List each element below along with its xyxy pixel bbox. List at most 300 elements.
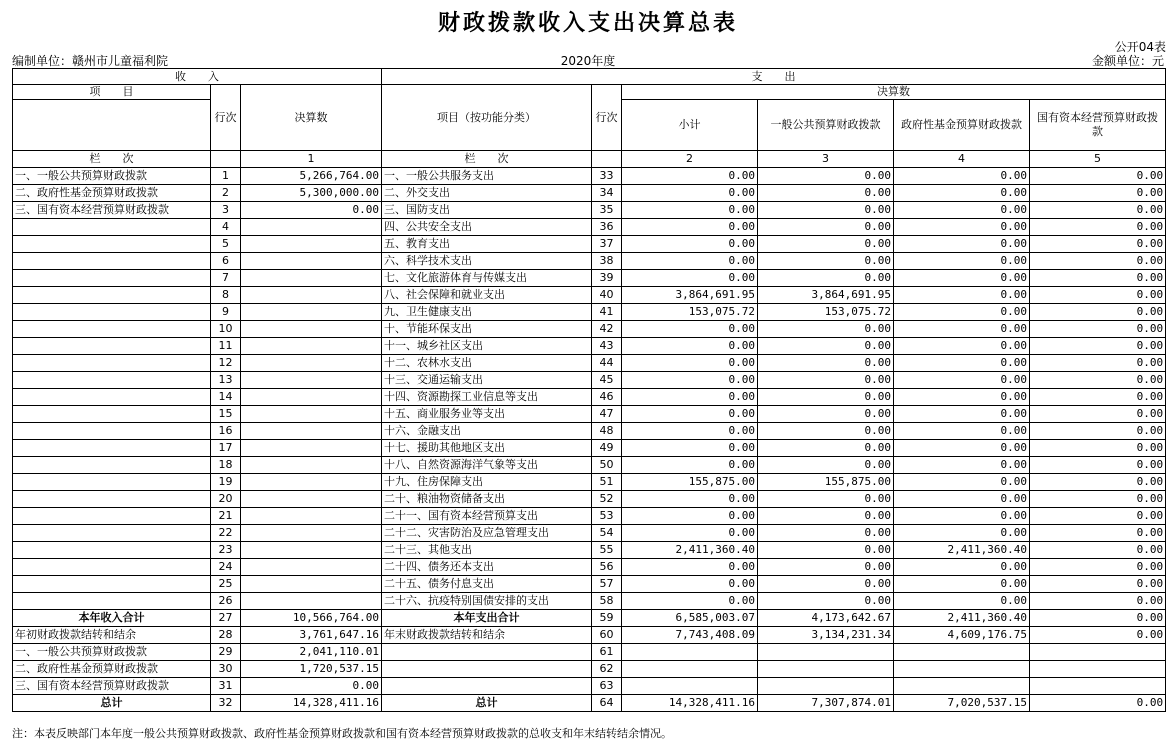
expense-row-no: 62 [592, 661, 622, 678]
expense-fund-budget: 0.00 [894, 440, 1030, 457]
expense-fund-budget: 0.00 [894, 168, 1030, 185]
income-item [13, 457, 211, 474]
expense-state-capital: 0.00 [1030, 219, 1166, 236]
income-item [13, 406, 211, 423]
expense-general-budget: 0.00 [758, 236, 894, 253]
income-item [13, 525, 211, 542]
table-row [13, 338, 1166, 355]
expense-item: 十九、住房保障支出 [382, 474, 592, 491]
expense-state-capital: 0.00 [1030, 355, 1166, 372]
expense-fund-budget: 2,411,360.40 [894, 610, 1030, 627]
expense-fund-budget: 0.00 [894, 576, 1030, 593]
income-row-no: 17 [211, 440, 241, 457]
state-capital-header: 国有资本经营预算财政拨款 [1030, 100, 1166, 151]
expense-item [382, 678, 592, 695]
column-blank [211, 151, 241, 168]
income-amount [241, 576, 382, 593]
expense-subtotal [622, 661, 758, 678]
expense-row-no: 34 [592, 185, 622, 202]
income-item [13, 304, 211, 321]
expense-row-no: 53 [592, 508, 622, 525]
table-row [13, 457, 1166, 474]
income-row-no: 16 [211, 423, 241, 440]
income-item [13, 542, 211, 559]
income-item [13, 559, 211, 576]
income-amount [241, 525, 382, 542]
income-amount: 10,566,764.00 [241, 610, 382, 627]
income-item [13, 219, 211, 236]
income-item: 一、一般公共预算财政拨款 [13, 168, 211, 185]
income-item [13, 440, 211, 457]
expense-fund-budget [894, 661, 1030, 678]
expense-subtotal: 0.00 [622, 508, 758, 525]
income-item [13, 491, 211, 508]
expense-row-no: 45 [592, 372, 622, 389]
expense-item [382, 661, 592, 678]
expense-fund-budget: 0.00 [894, 508, 1030, 525]
expense-general-budget: 0.00 [758, 168, 894, 185]
expense-subtotal: 0.00 [622, 576, 758, 593]
table-row [13, 219, 1166, 236]
expense-state-capital: 0.00 [1030, 457, 1166, 474]
expense-general-budget [758, 644, 894, 661]
expense-subtotal: 0.00 [622, 593, 758, 610]
expense-general-budget: 0.00 [758, 338, 894, 355]
income-amount [241, 423, 382, 440]
expense-state-capital: 0.00 [1030, 576, 1166, 593]
income-row-no: 18 [211, 457, 241, 474]
column-3: 3 [758, 151, 894, 168]
expense-subtotal [622, 678, 758, 695]
expense-fund-budget: 0.00 [894, 270, 1030, 287]
expense-row-no: 33 [592, 168, 622, 185]
income-amount [241, 304, 382, 321]
expense-general-budget: 0.00 [758, 576, 894, 593]
expense-item: 十二、农林水支出 [382, 355, 592, 372]
income-row-no: 29 [211, 644, 241, 661]
fiscal-year: 2020年度 [560, 54, 616, 68]
general-budget-header: 一般公共预算财政拨款 [758, 100, 894, 151]
expense-fund-budget: 0.00 [894, 389, 1030, 406]
income-row-no: 7 [211, 270, 241, 287]
expense-general-budget: 0.00 [758, 253, 894, 270]
budget-table [12, 68, 1166, 712]
expense-item: 二十六、抗疫特别国债安排的支出 [382, 593, 592, 610]
expense-item: 十七、援助其他地区支出 [382, 440, 592, 457]
expense-fund-budget: 4,609,176.75 [894, 627, 1030, 644]
expense-item: 十三、交通运输支出 [382, 372, 592, 389]
column-label-expense: 栏 次 [382, 151, 592, 168]
table-row [13, 678, 1166, 695]
expense-fund-budget: 2,411,360.40 [894, 542, 1030, 559]
expense-subtotal: 0.00 [622, 559, 758, 576]
income-amount: 1,720,537.15 [241, 661, 382, 678]
expense-state-capital: 0.00 [1030, 491, 1166, 508]
expense-state-capital: 0.00 [1030, 338, 1166, 355]
meta-row [12, 52, 1164, 68]
income-row-no: 5 [211, 236, 241, 253]
expense-general-budget: 0.00 [758, 219, 894, 236]
expense-item: 七、文化旅游体育与传媒支出 [382, 270, 592, 287]
expense-row-no: 39 [592, 270, 622, 287]
income-item [13, 355, 211, 372]
income-item: 三、国有资本经营预算财政拨款 [13, 202, 211, 219]
income-amount [241, 508, 382, 525]
income-item [13, 593, 211, 610]
table-row [13, 304, 1166, 321]
income-item [13, 372, 211, 389]
expense-general-budget [758, 678, 894, 695]
expense-subtotal: 0.00 [622, 338, 758, 355]
income-amount [241, 338, 382, 355]
expense-general-budget: 0.00 [758, 542, 894, 559]
income-row-no: 14 [211, 389, 241, 406]
expense-row-no: 36 [592, 219, 622, 236]
expense-fund-budget: 0.00 [894, 457, 1030, 474]
expense-state-capital: 0.00 [1030, 593, 1166, 610]
expense-fund-budget: 0.00 [894, 202, 1030, 219]
income-row-no: 8 [211, 287, 241, 304]
income-amount: 3,761,647.16 [241, 627, 382, 644]
expense-general-budget: 0.00 [758, 593, 894, 610]
income-item: 三、国有资本经营预算财政拨款 [13, 678, 211, 695]
expense-item: 本年支出合计 [382, 610, 592, 627]
column-5: 5 [1030, 151, 1166, 168]
table-row [13, 168, 1166, 185]
income-item [13, 508, 211, 525]
income-row-no: 19 [211, 474, 241, 491]
expense-subtotal: 155,875.00 [622, 474, 758, 491]
expense-state-capital: 0.00 [1030, 440, 1166, 457]
expense-row-no: 38 [592, 253, 622, 270]
table-row [13, 474, 1166, 491]
expense-general-budget [758, 661, 894, 678]
expense-row-no: 60 [592, 627, 622, 644]
income-amount: 5,300,000.00 [241, 185, 382, 202]
expense-item: 二十四、债务还本支出 [382, 559, 592, 576]
expense-row-no: 61 [592, 644, 622, 661]
table-row [13, 491, 1166, 508]
column-2: 2 [622, 151, 758, 168]
income-row-no: 20 [211, 491, 241, 508]
expense-row-no: 49 [592, 440, 622, 457]
income-amount: 14,328,411.16 [241, 695, 382, 712]
expense-fund-budget: 0.00 [894, 287, 1030, 304]
expense-item: 十五、商业服务业等支出 [382, 406, 592, 423]
item-header: 项 目 [13, 85, 211, 100]
table-row [13, 525, 1166, 542]
expense-general-budget: 0.00 [758, 202, 894, 219]
income-amount [241, 355, 382, 372]
expense-row-no: 55 [592, 542, 622, 559]
expense-row-no-header: 行次 [592, 85, 622, 151]
income-row-no: 9 [211, 304, 241, 321]
page-title: 财政拨款收入支出决算总表 [437, 11, 738, 36]
expense-row-no: 43 [592, 338, 622, 355]
expense-item: 二十五、债务付息支出 [382, 576, 592, 593]
expense-item: 二十三、其他支出 [382, 542, 592, 559]
income-item: 二、政府性基金预算财政拨款 [13, 661, 211, 678]
expense-fund-budget [894, 644, 1030, 661]
expense-state-capital: 0.00 [1030, 372, 1166, 389]
expense-subtotal: 0.00 [622, 236, 758, 253]
income-item [13, 253, 211, 270]
expense-state-capital: 0.00 [1030, 406, 1166, 423]
table-row [13, 695, 1166, 712]
expense-general-budget: 0.00 [758, 440, 894, 457]
expense-general-budget: 7,307,874.01 [758, 695, 894, 712]
column-4: 4 [894, 151, 1030, 168]
expense-row-no: 35 [592, 202, 622, 219]
expense-general-budget: 0.00 [758, 389, 894, 406]
expense-item: 二十、粮油物资储备支出 [382, 491, 592, 508]
expense-state-capital: 0.00 [1030, 508, 1166, 525]
expense-fund-budget [894, 678, 1030, 695]
income-row-no: 3 [211, 202, 241, 219]
income-item [13, 321, 211, 338]
expense-general-budget: 3,134,231.34 [758, 627, 894, 644]
income-item: 本年收入合计 [13, 610, 211, 627]
expense-row-no: 40 [592, 287, 622, 304]
expense-subtotal: 0.00 [622, 372, 758, 389]
expense-row-no: 52 [592, 491, 622, 508]
income-row-no: 30 [211, 661, 241, 678]
income-item [13, 576, 211, 593]
income-amount [241, 542, 382, 559]
expense-state-capital: 0.00 [1030, 236, 1166, 253]
table-row [13, 321, 1166, 338]
expense-row-no: 48 [592, 423, 622, 440]
expense-general-budget: 4,173,642.67 [758, 610, 894, 627]
expense-row-no: 50 [592, 457, 622, 474]
expense-subtotal: 0.00 [622, 406, 758, 423]
income-row-no: 13 [211, 372, 241, 389]
reporting-unit: 编制单位：赣州市儿童福利院 [12, 54, 169, 68]
income-amount [241, 406, 382, 423]
expense-fund-budget: 0.00 [894, 338, 1030, 355]
income-amount [241, 236, 382, 253]
expense-item: 十四、资源勘探工业信息等支出 [382, 389, 592, 406]
income-row-no: 28 [211, 627, 241, 644]
income-amount: 0.00 [241, 202, 382, 219]
expense-state-capital [1030, 644, 1166, 661]
table-row [13, 644, 1166, 661]
expense-item: 五、教育支出 [382, 236, 592, 253]
expense-item: 十八、自然资源海洋气象等支出 [382, 457, 592, 474]
final-amount-group-header: 决算数 [622, 85, 1166, 100]
expense-subtotal: 14,328,411.16 [622, 695, 758, 712]
expense-fund-budget: 0.00 [894, 185, 1030, 202]
income-row-no: 27 [211, 610, 241, 627]
expense-subtotal: 0.00 [622, 253, 758, 270]
income-row-no: 2 [211, 185, 241, 202]
expense-fund-budget: 7,020,537.15 [894, 695, 1030, 712]
expense-item [382, 644, 592, 661]
income-item: 一、一般公共预算财政拨款 [13, 644, 211, 661]
income-amount [241, 440, 382, 457]
income-item [13, 270, 211, 287]
expense-general-budget: 0.00 [758, 270, 894, 287]
expense-row-no: 59 [592, 610, 622, 627]
expense-fund-budget: 0.00 [894, 423, 1030, 440]
table-row [13, 627, 1166, 644]
expense-state-capital [1030, 678, 1166, 695]
expense-state-capital: 0.00 [1030, 423, 1166, 440]
income-item: 总计 [13, 695, 211, 712]
expense-general-budget: 0.00 [758, 185, 894, 202]
expense-fund-budget: 0.00 [894, 372, 1030, 389]
expense-fund-budget: 0.00 [894, 304, 1030, 321]
expense-subtotal: 2,411,360.40 [622, 542, 758, 559]
expense-subtotal: 0.00 [622, 321, 758, 338]
expense-subtotal: 0.00 [622, 423, 758, 440]
expense-row-no: 58 [592, 593, 622, 610]
expense-general-budget: 0.00 [758, 457, 894, 474]
income-amount [241, 593, 382, 610]
expense-subtotal: 153,075.72 [622, 304, 758, 321]
expense-item: 十一、城乡社区支出 [382, 338, 592, 355]
expense-row-no: 37 [592, 236, 622, 253]
income-row-no: 31 [211, 678, 241, 695]
income-item: 二、政府性基金预算财政拨款 [13, 185, 211, 202]
expense-subtotal: 0.00 [622, 219, 758, 236]
expense-general-budget: 0.00 [758, 559, 894, 576]
expense-state-capital: 0.00 [1030, 202, 1166, 219]
expense-state-capital: 0.00 [1030, 321, 1166, 338]
amount-unit: 金额单位：元 [1091, 54, 1164, 68]
table-row [13, 542, 1166, 559]
row-no-header: 行次 [211, 85, 241, 151]
table-row [13, 355, 1166, 372]
income-amount: 0.00 [241, 678, 382, 695]
income-item [13, 474, 211, 491]
expense-general-budget: 153,075.72 [758, 304, 894, 321]
expense-state-capital: 0.00 [1030, 610, 1166, 627]
expense-state-capital: 0.00 [1030, 559, 1166, 576]
expense-subtotal: 0.00 [622, 270, 758, 287]
final-amount-header: 决算数 [241, 85, 382, 151]
income-header: 收 入 [13, 69, 382, 85]
item-header-blank [13, 100, 211, 151]
expense-general-budget: 3,864,691.95 [758, 287, 894, 304]
expense-row-no: 44 [592, 355, 622, 372]
expense-state-capital: 0.00 [1030, 695, 1166, 712]
expense-item: 六、科学技术支出 [382, 253, 592, 270]
fund-budget-header: 政府性基金预算财政拨款 [894, 100, 1030, 151]
expense-subtotal: 0.00 [622, 389, 758, 406]
expense-row-no: 54 [592, 525, 622, 542]
expense-item: 二、外交支出 [382, 185, 592, 202]
expense-state-capital: 0.00 [1030, 542, 1166, 559]
table-row [13, 508, 1166, 525]
table-row [13, 576, 1166, 593]
expense-state-capital: 0.00 [1030, 185, 1166, 202]
expense-general-budget: 0.00 [758, 491, 894, 508]
table-row [13, 559, 1166, 576]
expense-state-capital: 0.00 [1030, 287, 1166, 304]
expense-fund-budget: 0.00 [894, 236, 1030, 253]
income-row-no: 6 [211, 253, 241, 270]
expense-fund-budget: 0.00 [894, 525, 1030, 542]
expense-state-capital: 0.00 [1030, 389, 1166, 406]
table-row [13, 593, 1166, 610]
expense-row-no: 41 [592, 304, 622, 321]
expense-subtotal: 0.00 [622, 525, 758, 542]
expense-item: 二十二、灾害防治及应急管理支出 [382, 525, 592, 542]
table-row [13, 661, 1166, 678]
expense-fund-budget: 0.00 [894, 474, 1030, 491]
form-number: 公开04表 [1114, 40, 1166, 54]
expense-state-capital: 0.00 [1030, 525, 1166, 542]
income-row-no: 15 [211, 406, 241, 423]
expense-item: 二十一、国有资本经营预算支出 [382, 508, 592, 525]
income-item [13, 236, 211, 253]
expense-general-budget: 155,875.00 [758, 474, 894, 491]
income-amount [241, 474, 382, 491]
expense-general-budget: 0.00 [758, 372, 894, 389]
income-row-no: 4 [211, 219, 241, 236]
expense-fund-budget: 0.00 [894, 253, 1030, 270]
income-item [13, 389, 211, 406]
table-row [13, 389, 1166, 406]
expense-subtotal: 0.00 [622, 185, 758, 202]
expense-general-budget: 0.00 [758, 406, 894, 423]
income-amount [241, 321, 382, 338]
expense-item: 九、卫生健康支出 [382, 304, 592, 321]
table-row [13, 423, 1166, 440]
table-row [13, 610, 1166, 627]
expense-item: 八、社会保障和就业支出 [382, 287, 592, 304]
table-row [13, 236, 1166, 253]
expense-item: 总计 [382, 695, 592, 712]
expense-item: 四、公共安全支出 [382, 219, 592, 236]
income-amount [241, 457, 382, 474]
expense-state-capital: 0.00 [1030, 304, 1166, 321]
expense-state-capital: 0.00 [1030, 474, 1166, 491]
table-row [13, 287, 1166, 304]
income-row-no: 24 [211, 559, 241, 576]
expense-general-budget: 0.00 [758, 525, 894, 542]
expense-fund-budget: 0.00 [894, 593, 1030, 610]
expense-row-no: 47 [592, 406, 622, 423]
expense-row-no: 51 [592, 474, 622, 491]
expense-item: 三、国防支出 [382, 202, 592, 219]
expense-fund-budget: 0.00 [894, 406, 1030, 423]
expense-row-no: 46 [592, 389, 622, 406]
expense-row-no: 42 [592, 321, 622, 338]
expense-subtotal [622, 644, 758, 661]
income-row-no: 25 [211, 576, 241, 593]
column-1: 1 [241, 151, 382, 168]
expense-header: 支 出 [382, 69, 1166, 85]
footnote: 注：本表反映部门本年度一般公共预算财政拨款、政府性基金预算财政拨款和国有资本经营预算财政拨款的总收支和年末结转结余情况。 [12, 727, 672, 740]
expense-row-no: 57 [592, 576, 622, 593]
expense-general-budget: 0.00 [758, 508, 894, 525]
income-amount [241, 287, 382, 304]
expense-subtotal: 0.00 [622, 491, 758, 508]
income-row-no: 22 [211, 525, 241, 542]
income-row-no: 26 [211, 593, 241, 610]
income-amount [241, 219, 382, 236]
expense-row-no: 63 [592, 678, 622, 695]
income-row-no: 10 [211, 321, 241, 338]
column-label: 栏 次 [13, 151, 211, 168]
income-item [13, 338, 211, 355]
expense-subtotal: 0.00 [622, 168, 758, 185]
expense-general-budget: 0.00 [758, 321, 894, 338]
expense-general-budget: 0.00 [758, 355, 894, 372]
income-row-no: 32 [211, 695, 241, 712]
